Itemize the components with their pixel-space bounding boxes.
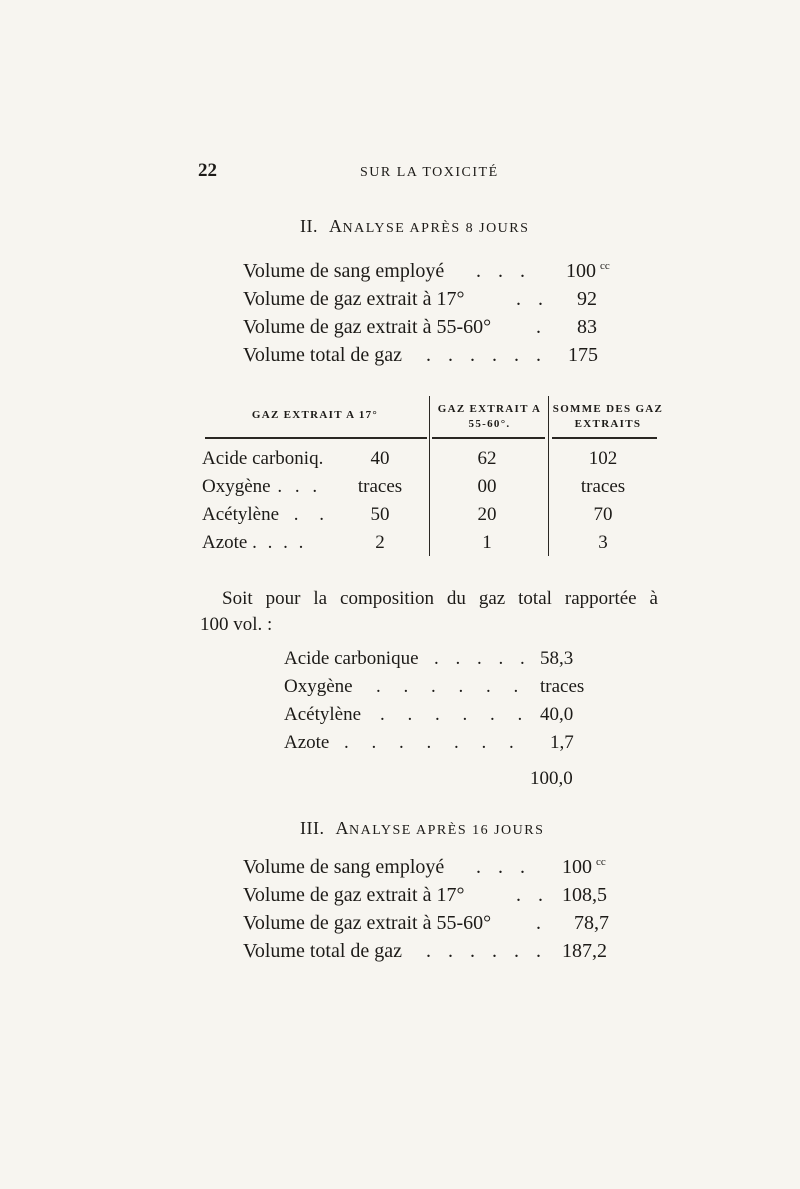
measure-value: 108,5 <box>562 884 607 906</box>
composition-dots: . . . . . <box>434 648 531 669</box>
value-number: 100 <box>566 260 596 282</box>
table-cell-55: 20 <box>477 504 497 525</box>
measure-dots: . . . <box>476 856 531 878</box>
measure-dots: . . <box>516 884 549 906</box>
table-header-rule <box>432 437 545 439</box>
measure-label: Volume total de gaz <box>243 344 403 366</box>
measure-label: Volume de sang employé <box>243 260 445 282</box>
table-row-name <box>202 476 321 498</box>
measure-value: 175 <box>568 344 598 366</box>
page-number: 22 <box>198 160 217 181</box>
header-text: GAZ EXTRAIT A 17° <box>251 409 379 421</box>
measure-label: Volume de sang employé <box>243 856 445 878</box>
unit-cc: cc <box>600 260 610 273</box>
measure-dots: . <box>536 316 547 338</box>
section-title-8-days <box>300 216 529 237</box>
section-title-rest: NALYSE APRÈS 16 JOURS <box>348 823 545 838</box>
table-cell-55: 1 <box>482 532 492 553</box>
composition-value: traces <box>540 676 585 697</box>
table-cell-55: 00 <box>477 476 497 497</box>
table-cell-17: 40 <box>370 448 390 469</box>
composition-dots: . . . . . . . <box>344 732 523 753</box>
table-row-name: Acide carboniq. <box>202 448 324 469</box>
composition-label: Acide carbonique <box>284 648 419 669</box>
measure-label: Volume de gaz extrait à 17° <box>243 288 465 310</box>
measure-dots: . . <box>516 288 549 310</box>
measure-label: Volume de gaz extrait à 55-60° <box>243 316 492 338</box>
composition-label: Azote <box>284 732 330 753</box>
row-name-text: Oxygène <box>202 476 271 497</box>
measure-label: Volume total de gaz <box>243 940 403 962</box>
section-numeral: II. <box>300 216 318 236</box>
value-number: 100 <box>562 856 592 878</box>
measure-value: 83 <box>577 316 597 338</box>
table-header-rule <box>552 437 657 439</box>
table-column-divider <box>429 396 430 556</box>
measure-dots: . <box>536 912 547 934</box>
measure-dots: . . . . . . <box>426 344 547 366</box>
section-title-cap: A <box>335 818 349 838</box>
table-header-sum: SOMME DES GAZ EXTRAITS <box>552 403 664 430</box>
section-title-16-days <box>300 818 544 839</box>
measure-value: 187,2 <box>562 940 607 962</box>
composition-dots: . . . . . . <box>376 676 528 697</box>
unit-cc: cc <box>596 856 606 869</box>
table-row-name <box>202 504 332 526</box>
composition-value: 40,0 <box>540 704 574 725</box>
composition-label: Oxygène <box>284 676 353 697</box>
table-cell-sum: traces <box>580 476 626 497</box>
section-numeral: III. <box>300 818 325 838</box>
paragraph-line-1: Soit pour la composition du gaz total rapportée à <box>222 588 658 609</box>
row-name-text: Azote <box>202 532 248 553</box>
table-cell-sum: 70 <box>593 504 613 525</box>
row-name-text: Acétylène <box>202 504 280 525</box>
table-cell-17: 50 <box>370 504 390 525</box>
table-row-name <box>202 532 306 554</box>
composition-total: 100,0 <box>530 768 573 789</box>
table-cell-17: 2 <box>375 532 385 553</box>
measure-value: 78,7 <box>574 912 609 934</box>
measure-value: 92 <box>577 288 597 310</box>
table-cell-sum: 3 <box>598 532 608 553</box>
measure-dots: . . . . . . <box>426 940 547 962</box>
composition-dots: . . . . . . <box>380 704 532 725</box>
table-cell-sum: 102 <box>588 448 618 469</box>
table-cell-17: traces <box>357 476 403 497</box>
composition-value: 1,7 <box>550 732 574 753</box>
section-title-cap: A <box>329 216 343 236</box>
table-header-17 <box>215 408 415 423</box>
table-cell-55: 62 <box>477 448 497 469</box>
row-dots: . . . <box>277 476 322 497</box>
table-column-divider <box>548 396 549 556</box>
composition-label: Acétylène <box>284 704 362 725</box>
paragraph-line-2: 100 vol. : <box>200 614 273 635</box>
measure-value <box>562 856 606 879</box>
measure-label: Volume de gaz extrait à 55-60° <box>243 912 492 934</box>
table-header-rule <box>205 437 427 439</box>
section-title-rest: NALYSE APRÈS 8 JOURS <box>342 221 530 236</box>
measure-value <box>566 260 610 283</box>
running-title: SUR LA TOXICITÉ <box>360 165 499 180</box>
measure-label: Volume de gaz extrait à 17° <box>243 884 465 906</box>
row-dots: . . <box>293 504 333 525</box>
measure-dots: . . . <box>476 260 531 282</box>
composition-value: 58,3 <box>540 648 574 669</box>
row-dots: . . . . <box>252 532 307 553</box>
table-header-55-60: GAZ EXTRAIT A 55-60°. <box>437 403 542 430</box>
